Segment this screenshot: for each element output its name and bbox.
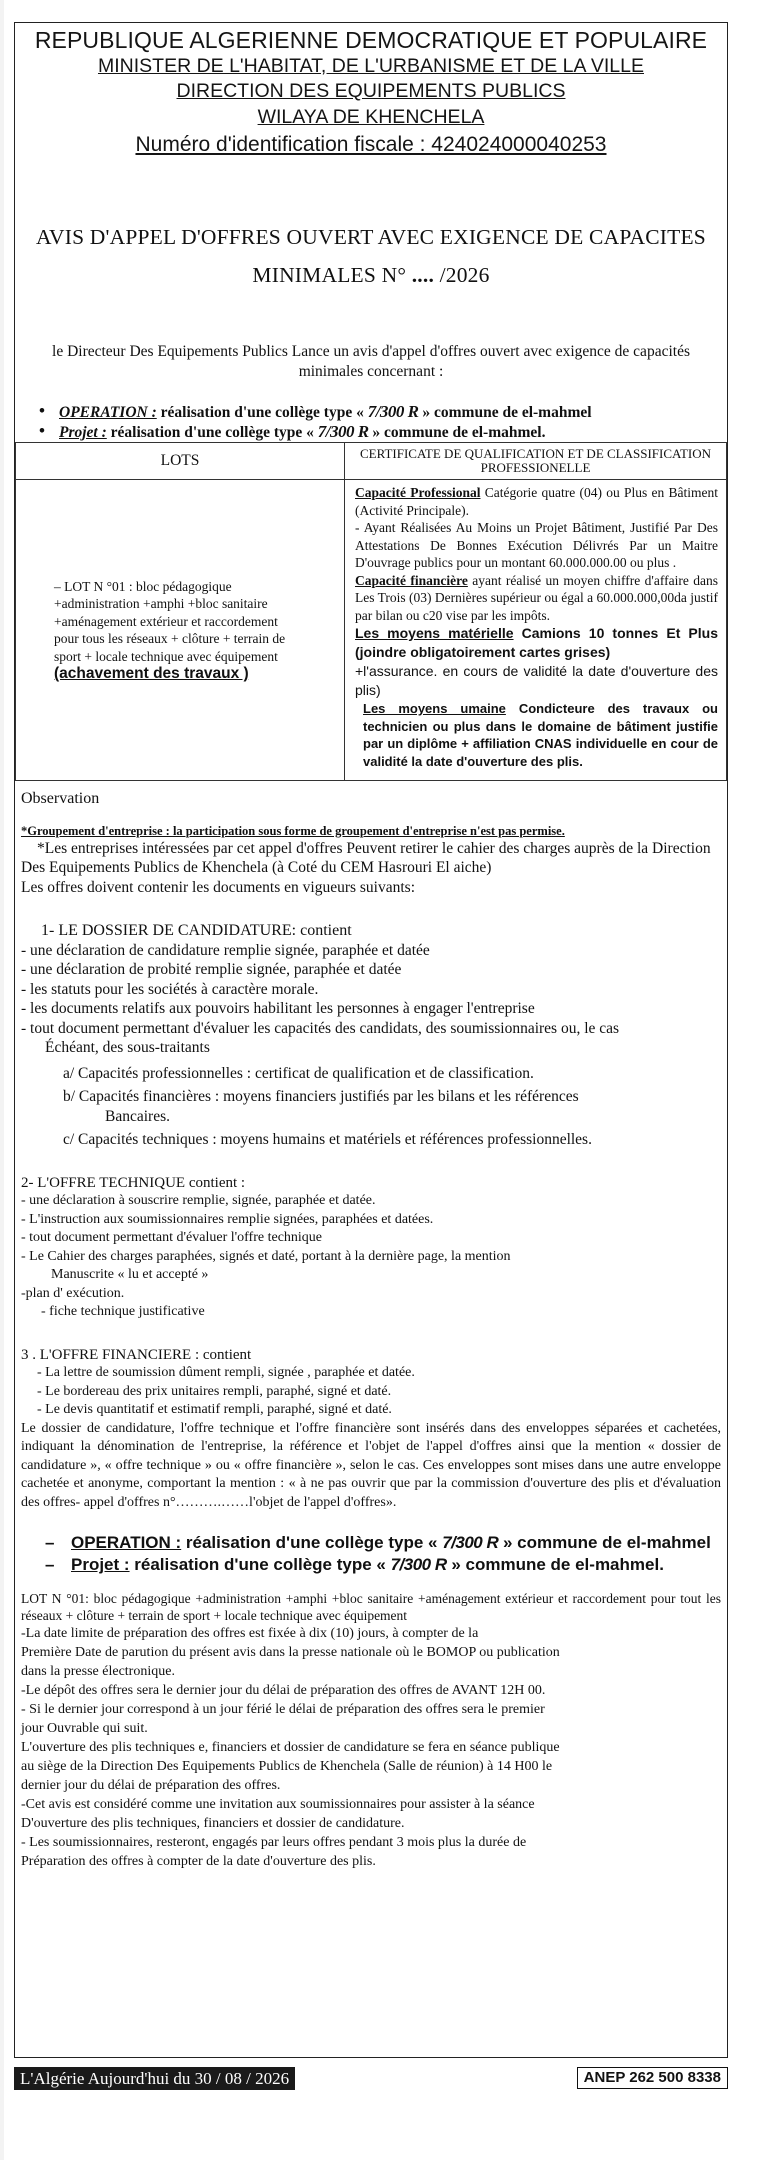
project-label: Projet : — [71, 1555, 130, 1574]
lot-emphasis: (achavement des travaux ) — [54, 665, 249, 682]
operation-code: 7/300 R — [367, 402, 419, 421]
capacity-professional-detail: - Ayant Réalisées Au Moins un Projet Bâtiment, Justifié Par Des Attestations De Bonnes Exécution Délivrés Par un Maitre D'ouvrage publics pour un montant 60.000.000.00 ou plus . — [355, 520, 718, 570]
title-line-2-a: MINIMALES N° — [252, 263, 412, 287]
section-3-heading: 3 . L'OFFRE FINANCIERE : contient — [21, 1346, 252, 1363]
human-means-label: Les moyens umaine — [363, 701, 506, 716]
list-item: - Les soumissionnaires, resteront, engagés par leurs offres pendant 3 mois plus la durée de — [21, 1835, 527, 1850]
material-means-bold: Camions 10 tonnes Et Plus (joindre obligatoirement cartes grises) — [355, 625, 718, 660]
operation-item — [59, 402, 727, 422]
deadlines-block — [21, 1624, 721, 1871]
lot-cell — [16, 480, 345, 781]
groupement-note: *Groupement d'entreprise : la participation sous forme de groupement d'entreprise n'est pas permise. — [21, 823, 565, 838]
capacity-financial-label: Capacité financière — [355, 572, 468, 588]
human-means-text: Condicteure des travaux ou technicien ou plus dans le domaine de bâtiment justifie par un diplôme + affiliation CNAS individuelle en cour de validité la date d'ouverture des plis. — [363, 701, 718, 769]
operation-label: OPERATION : — [71, 1533, 182, 1552]
notice-title — [15, 218, 727, 294]
list-item: Préparation des offres à compter de la date d'ouverture des plis. — [21, 1854, 376, 1869]
list-item: -plan d' exécution. — [21, 1285, 125, 1301]
project-text-b: » commune de el-mahmel. — [368, 424, 546, 441]
operation-text-a: réalisation d'une collège type « — [156, 404, 368, 421]
list-item: - une déclaration à souscrire remplie, signée, paraphée et datée. — [21, 1193, 376, 1208]
lots-table-row — [16, 480, 727, 781]
title-line-2 — [15, 256, 727, 294]
notice-frame — [14, 22, 728, 2058]
operation-text-a: réalisation d'une collège type « — [181, 1533, 443, 1552]
list-item: au siège de la Direction Des Equipements Publics de Khenchela (Salle de réunion) à 14 H00 le — [21, 1759, 553, 1774]
project-text-a: réalisation d'une collège type « — [129, 1555, 391, 1574]
lots-column-header: LOTS — [16, 443, 345, 480]
lot-line: – LOT N °01 : bloc pédagogique — [54, 578, 232, 594]
anep-reference: ANEP 262 500 8338 — [577, 2067, 728, 2089]
capacity-financial — [355, 572, 718, 625]
list-item: - Le Cahier des charges paraphées, signés et daté, portant à la dernière page, la mention — [21, 1248, 511, 1264]
project-item — [59, 422, 727, 442]
project-label: Projet : — [59, 424, 107, 441]
lots-table — [15, 442, 727, 781]
title-line-1: AVIS D'APPEL D'OFFRES OUVERT AVEC EXIGENCE DE CAPACITES — [36, 225, 706, 249]
lot-summary: LOT N °01: bloc pédagogique +administration +amphi +bloc sanitaire +aménagement extérieur et raccordement pour tout les réseaux + clôture + terrain de sport + locale technique avec équipement — [21, 1591, 721, 1623]
title-dots: .... — [411, 263, 435, 287]
list-item: - Le bordereau des prix unitaires rempli, paraphé, signé et daté. — [37, 1383, 392, 1399]
list-item: - Le devis quantitatif et estimatif rempli, paraphé, signé et daté. — [37, 1402, 392, 1417]
observation-heading: Observation — [21, 790, 100, 807]
list-item: - les statuts pour les sociétés à caractère morale. — [21, 980, 319, 998]
list-item: - tout document permettant d'évaluer l'offre technique — [21, 1230, 323, 1245]
withdraw-paragraph: *Les entreprises intéressées par cet appel d'offres Peuvent retirer le cahier des charges auprès de la Direction Des Equipements Publics de Khenchela (à Coté du CEM Hasrouri El aiche) — [21, 839, 711, 876]
list-item: - les documents relatifs aux pouvoirs habilitant les personnes à engager l'entreprise — [21, 1000, 535, 1017]
lots-table-header — [16, 443, 727, 480]
project-code: 7/300 R — [390, 1555, 447, 1574]
project-text-b: » commune de el-mahmel. — [446, 1555, 664, 1574]
section-financial-offer — [21, 1346, 721, 1420]
page-edge-shadow — [0, 0, 4, 2160]
material-means — [355, 624, 718, 700]
list-item: - une déclaration de probité remplie signée, paraphée et datée — [21, 961, 402, 978]
list-item: L'ouverture des plis techniques e, financiers et dossier de candidature se fera en séance publique — [21, 1740, 560, 1755]
capacity-financial-text: ayant réalisé un moyen chiffre d'affaire dans Les Trois (03) Dernières supérieur ou égal a 60.000.000,00da justif par bilan ou c20 vise par les impôts. — [355, 572, 718, 623]
newspaper-date: L'Algérie Aujourd'hui du 30 / 08 / 2026 — [14, 2067, 295, 2090]
project-code: 7/300 R — [317, 422, 369, 441]
section-2-heading: 2- L'OFFRE TECHNIQUE contient : — [21, 1174, 246, 1191]
qualification-column-header: CERTIFICATE DE QUALIFICATION ET DE CLASSIFICATION PROFESSIONELLE — [345, 443, 727, 480]
intro-paragraph: le Directeur Des Equipements Publics Lance un avis d'appel d'offres ouvert avec exigence de capacités minimales concernant : — [52, 343, 690, 380]
list-item: c/ Capacités techniques : moyens humains et matériels et références professionnelles. — [63, 1131, 592, 1148]
operation-code: 7/300 R — [442, 1533, 499, 1552]
operation-list-repeat — [21, 1532, 721, 1576]
material-means-text: +l'assurance. en cours de validité la date d'ouverture des plis) — [355, 663, 718, 698]
letterhead — [15, 23, 727, 160]
list-item: - fiche technique justificative — [41, 1304, 205, 1319]
operation-label: OPERATION : — [59, 404, 157, 421]
header-fiscal-id: Numéro d'identification fiscale : 424024000040253 — [135, 133, 607, 156]
list-item: Échéant, des sous-traitants — [45, 1039, 210, 1056]
list-item: a/ Capacités professionnelles : certificat de qualification et de classification. — [63, 1064, 534, 1082]
list-item: - Si le dernier jour correspond à un jour férié le délai de préparation des offres sera le premier — [21, 1702, 545, 1717]
operation-text-b: » commune de el-mahmel — [418, 404, 592, 421]
title-line-2-b: /2026 — [434, 263, 490, 287]
list-item: Première Date de parution du présent avis dans la presse nationale où le BOMOP ou publication — [21, 1645, 560, 1660]
lot-line: +administration +amphi +bloc sanitaire — [54, 596, 268, 611]
section-candidature — [21, 921, 721, 1150]
header-ministry: MINISTER DE L'HABITAT, DE L'URBANISME ET DE LA VILLE — [97, 55, 644, 77]
list-item: Bancaires. — [105, 1107, 170, 1125]
list-item: - La lettre de soumission dûment rempli, signée , paraphée et datée. — [37, 1365, 415, 1380]
material-means-label: Les moyens matérielle — [355, 625, 514, 641]
operation-list — [15, 402, 727, 442]
list-item: Manuscrite « lu et accepté » — [51, 1267, 209, 1282]
header-republic: REPUBLIQUE ALGERIENNE DEMOCRATIQUE ET POPULAIRE — [34, 27, 708, 53]
list-item: -Cet avis est considéré comme une invitation aux soumissionnaires pour assister à la séance — [21, 1797, 535, 1812]
list-item: - tout document permettant d'évaluer les capacités des candidats, des soumissionnaires ou, le cas — [21, 1019, 620, 1037]
project-item — [71, 1554, 721, 1576]
list-item: dernier jour du délai de préparation des offres. — [21, 1778, 281, 1793]
operation-item — [71, 1532, 721, 1554]
capacity-professional — [355, 484, 718, 519]
documents-intro: Les offres doivent contenir les documents en vigueurs suivants: — [21, 878, 416, 896]
operation-text-b: » commune de el-mahmel — [498, 1533, 711, 1552]
list-item: -La date limite de préparation des offres est fixée à dix (10) jours, à compter de la — [21, 1626, 479, 1641]
project-text-a: réalisation d'une collège type « — [106, 424, 318, 441]
list-item: - une déclaration de candidature remplie signée, paraphée et datée — [21, 941, 430, 959]
list-item: -Le dépôt des offres sera le dernier jour du délai de préparation des offres de AVANT 12H 00. — [21, 1683, 546, 1698]
list-item: jour Ouvrable qui suit. — [21, 1721, 148, 1736]
header-wilaya: WILAYA DE KHENCHELA — [257, 106, 485, 128]
list-item: dans la presse électronique. — [21, 1664, 175, 1679]
header-direction: DIRECTION DES EQUIPEMENTS PUBLICS — [176, 80, 566, 102]
lot-line: pour tous les réseaux + clôture + terrain de — [54, 631, 286, 646]
list-item: b/ Capacités financières : moyens financiers justifiés par les bilans et les références — [63, 1088, 579, 1105]
list-item: D'ouverture des plis techniques, financiers et dossier de candidature. — [21, 1816, 405, 1831]
capacity-professional-text: Catégorie quatre (04) ou Plus en Bâtiment (Activité Principale). — [355, 485, 718, 518]
envelopes-paragraph: Le dossier de candidature, l'offre technique et l'offre financière sont insérés dans des enveloppes séparées et cachetées, indiquant la dénomination de l'entreprise, la référence et l'objet de l'appel d'offres ainsi que la mention « dossier de candidature », « offre technique » ou « offre financière », selon le cas. Ces enveloppes sont mises dans une autre enveloppe cachetée et anonyme, comportant la mention : « à ne pas ouvrir que par la commission d'ouverture des plis et d'évaluation des offres- appel d'offres n°……….……l'objet de l'appel d'offres». — [21, 1420, 721, 1510]
list-item: - L'instruction aux soumissionnaires remplie signées, paraphées et datées. — [21, 1211, 434, 1227]
capacities-sublist — [21, 1064, 721, 1150]
section-1-heading: 1- LE DOSSIER DE CANDIDATURE: contient — [41, 922, 352, 939]
capacity-professional-label: Capacité Professional — [355, 485, 481, 500]
lot-line: +aménagement extérieur et raccordement — [54, 613, 278, 629]
lot-line: sport + locale technique avec équipement — [54, 648, 278, 664]
human-means — [355, 700, 718, 770]
section-technical-offer — [21, 1174, 721, 1322]
notice-body — [15, 781, 727, 1871]
qualification-cell — [345, 480, 727, 781]
